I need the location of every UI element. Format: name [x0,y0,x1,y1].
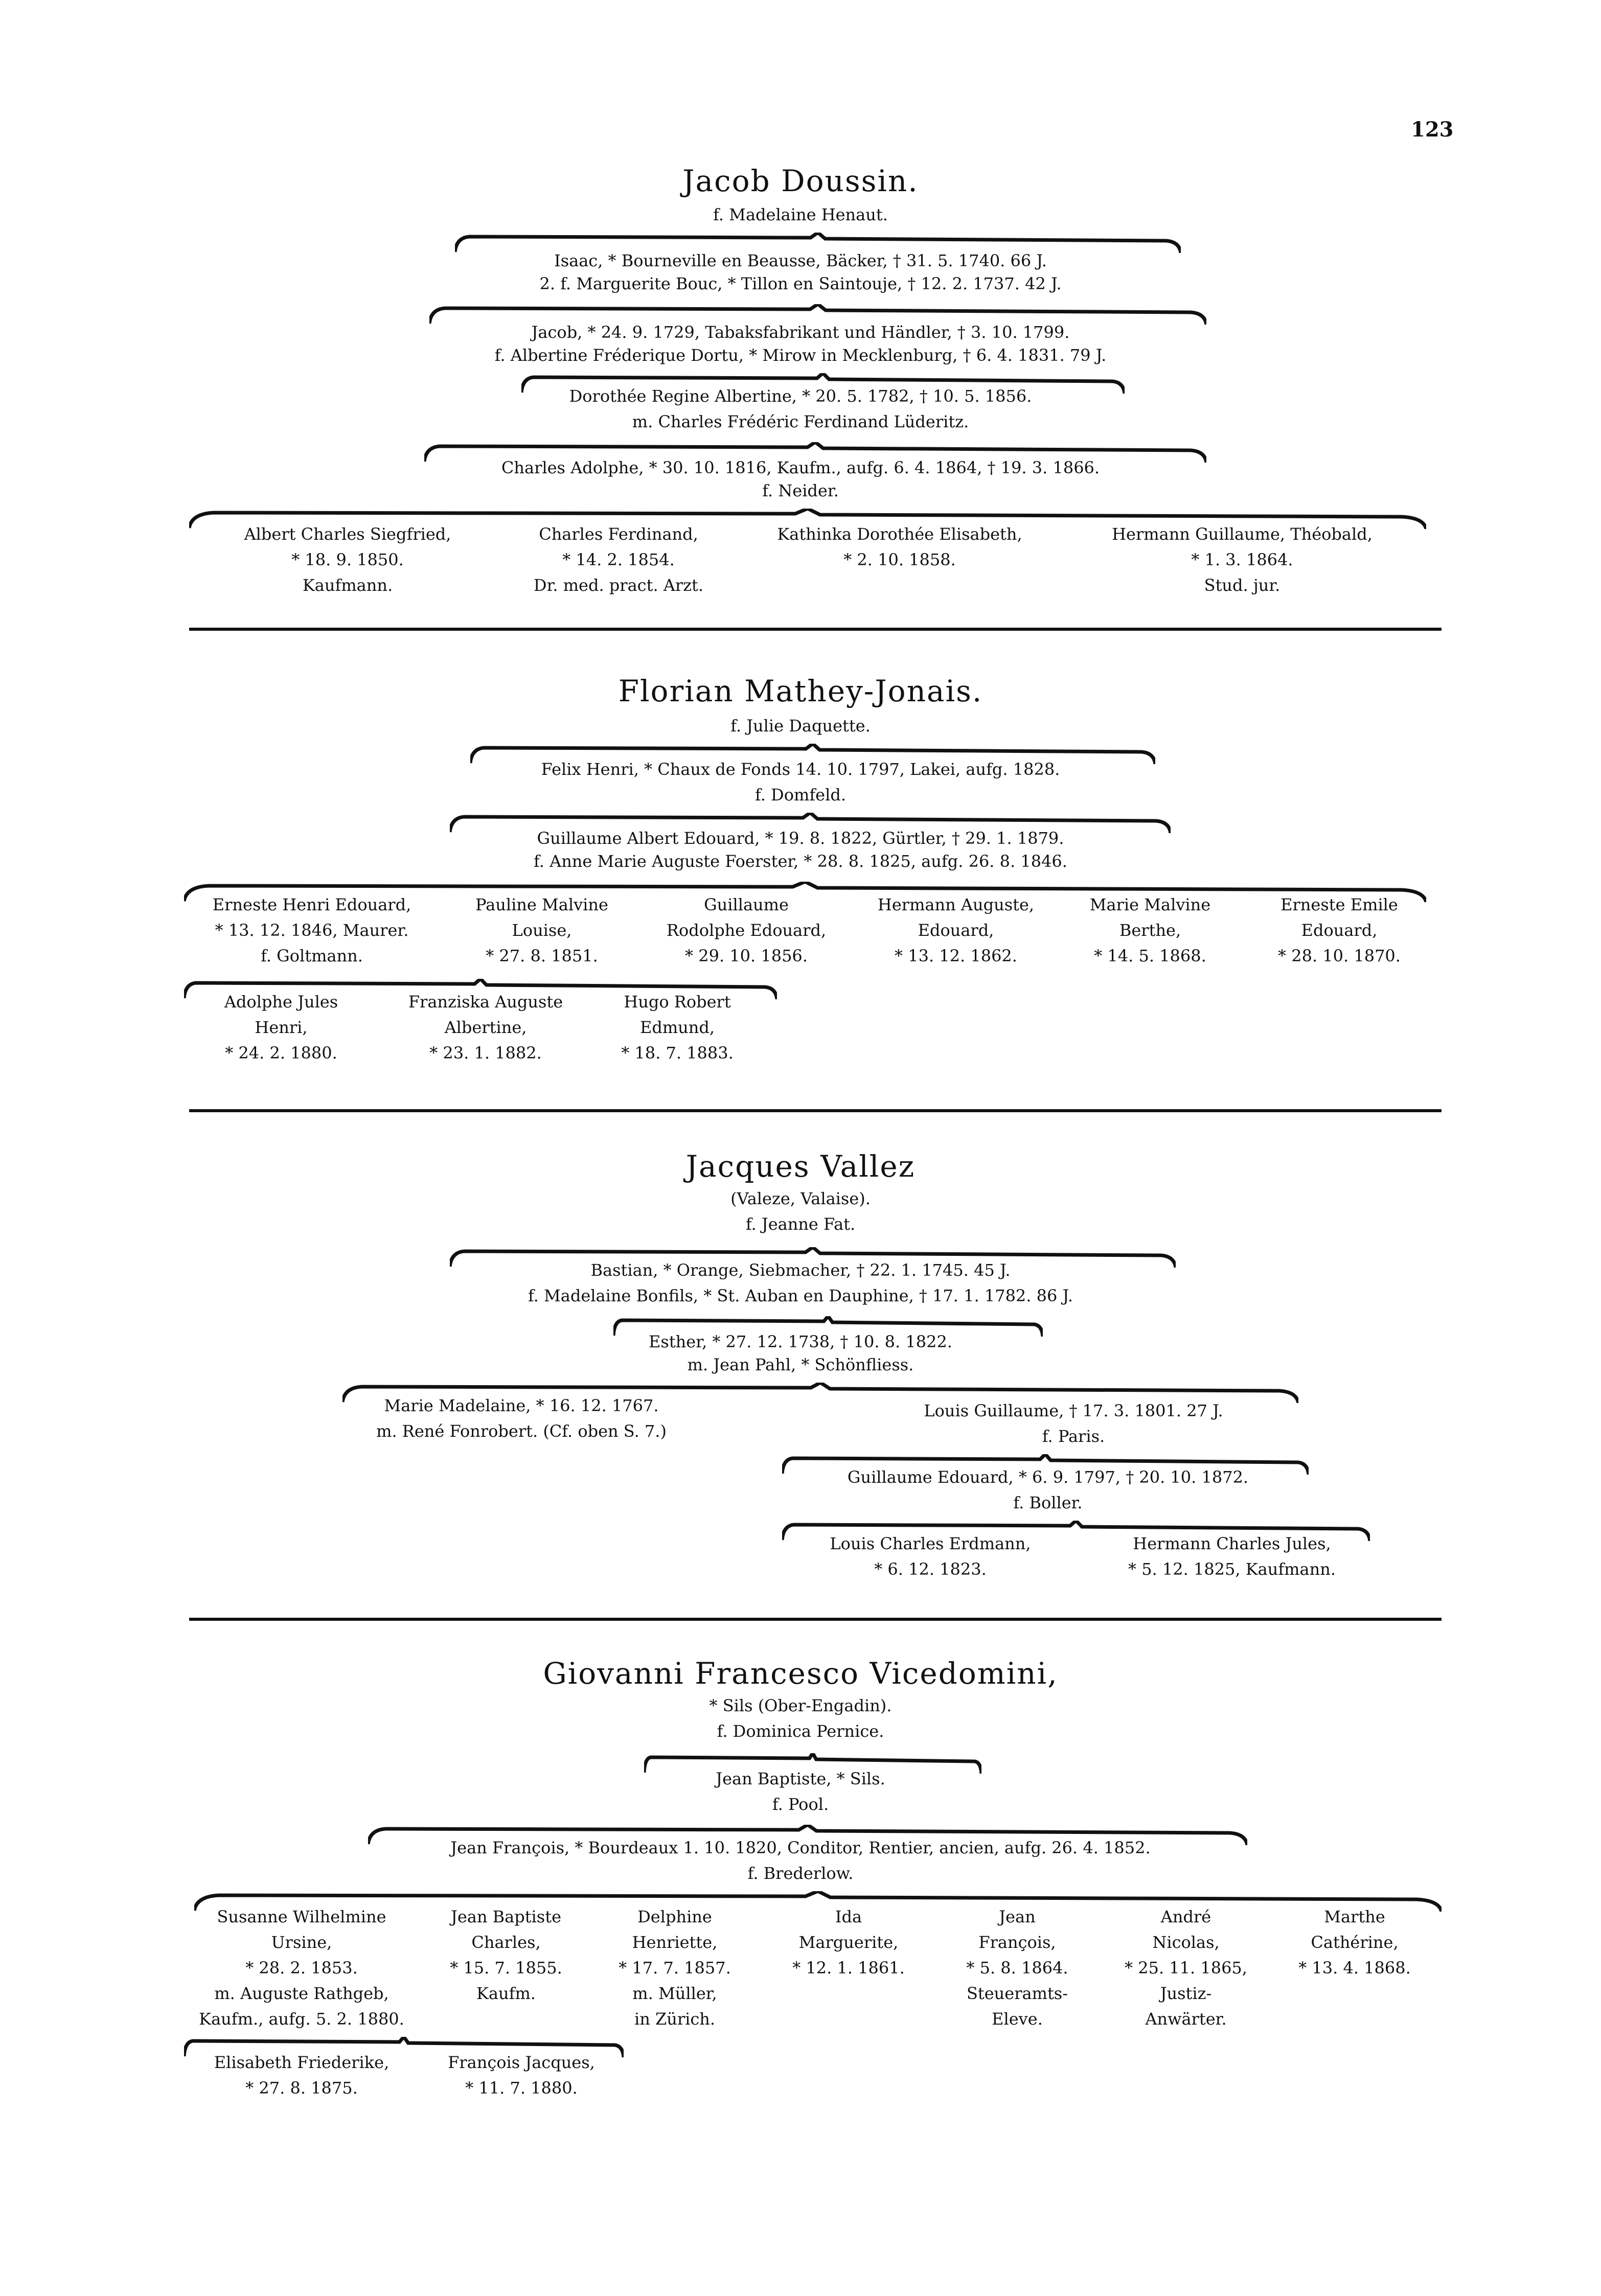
generation-line: Jean Baptiste, * Sils. [716,1769,885,1788]
generation-line: f. Neider. [762,481,839,500]
generation-line: Jean François, * Bourdeaux 1. 10. 1820, Conditor, Rentier, ancien, aufg. 26. 4. 1852. [450,1838,1151,1857]
generation-line: m. Jean Pahl, * Schönfliess. [687,1355,914,1374]
generation-line: Jacob, * 24. 9. 1729, Tabaksfabrikant und Händler, † 3. 10. 1799. [531,323,1070,342]
generation-line: f. Albertine Fréderique Dortu, * Mirow in Mecklenburg, † 6. 4. 1831. 79 J. [494,346,1107,365]
generation-line: Felix Henri, * Chaux de Fonds 14. 10. 1797, Lakei, aufg. 1828. [541,760,1060,779]
grandchild-entry: Elisabeth Friederike, * 27. 8. 1875. [214,2053,390,2098]
generation-line: Isaac, * Bourneville en Beausse, Bäcker, † 31. 5. 1740. 66 J. [554,251,1047,270]
child-entry: Jean Baptiste Charles, * 15. 7. 1855. Kaufm. [450,1907,562,2003]
grandchild-entry: François Jacques, * 11. 7. 1880. [448,2053,595,2098]
family-title: Jacques Vallez [685,1149,916,1184]
grandchild-entry: Hugo Robert Edmund, * 18. 7. 1883. [621,992,734,1063]
generation-line: f. Domfeld. [755,785,846,805]
child-entry: Louis Charles Erdmann, * 6. 12. 1823. [830,1534,1031,1579]
branch-right: Louis Guillaume, † 17. 3. 1801. 27 J. f. Paris. [924,1401,1223,1446]
generation-line: f. Pool. [772,1795,829,1814]
child-entry: Hermann Guillaume, Théobald, * 1. 3. 1864. Stud. jur. [1112,524,1373,595]
grandchild-entry: Franziska Auguste Albertine, * 23. 1. 1882. [408,992,563,1063]
family-subtitle: (Valeze, Valaise). [730,1189,871,1208]
child-entry: Marthe Cathérine, * 13. 4. 1868. [1298,1907,1411,1978]
spouse: f. Madelaine Henaut. [713,205,888,224]
branch-left: Marie Madelaine, * 16. 12. 1767. m. René Fonrobert. (Cf. oben S. 7.) [376,1396,667,1441]
grandchild-entry: Adolphe Jules Henri, * 24. 2. 1880. [224,992,338,1063]
family-title: Florian Mathey-Jonais. [618,674,983,708]
generation-line: Charles Adolphe, * 30. 10. 1816, Kaufm., aufg. 6. 4. 1864, † 19. 3. 1866. [501,458,1100,477]
child-entry: Jean François, * 5. 8. 1864. Steueramts- Eleve. [966,1907,1068,2029]
child-entry: Susanne Wilhelmine Ursine, * 28. 2. 1853. m. Auguste Rathgeb, Kaufm., aufg. 5. 2. 1880. [199,1907,404,2029]
family-title: Giovanni Francesco Vicedomini, [543,1656,1058,1691]
family-title: Jacob Doussin. [682,164,919,198]
generation-line: Dorothée Regine Albertine, * 20. 5. 1782, † 10. 5. 1856. [569,386,1032,406]
generation-line: f. Anne Marie Auguste Foerster, * 28. 8. 1825, aufg. 26. 8. 1846. [534,852,1067,871]
spouse: f. Julie Daquette. [730,716,871,736]
spouse: f. Jeanne Fat. [745,1214,856,1234]
child-entry: Kathinka Dorothée Elisabeth, * 2. 10. 1858. [777,524,1022,569]
child-entry: Marie Malvine Berthe, * 14. 5. 1868. [1089,895,1211,966]
section-divider [189,628,1442,631]
child-entry: Pauline Malvine Louise, * 27. 8. 1851. [475,895,608,966]
section-divider [189,1618,1442,1621]
child-entry: André Nicolas, * 25. 11. 1865, Justiz- Anwärter. [1125,1907,1247,2029]
child-entry: Erneste Henri Edouard, * 13. 12. 1846, Maurer. f. Goltmann. [212,895,411,966]
generation-line: Bastian, * Orange, Siebmacher, † 22. 1. 1745. 45 J. [590,1260,1011,1280]
child-entry: Erneste Emile Edouard, * 28. 10. 1870. [1278,895,1401,966]
child-entry: Albert Charles Siegfried, * 18. 9. 1850. Kaufmann. [244,524,451,595]
generation-line: Esther, * 27. 12. 1738, † 10. 8. 1822. [649,1332,952,1351]
child-entry: Charles Ferdinand, * 14. 2. 1854. Dr. med. pract. Arzt. [533,524,704,595]
generation-line: Guillaume Albert Edouard, * 19. 8. 1822, Gürtler, † 29. 1. 1879. [537,829,1064,848]
section-divider [189,1109,1442,1112]
family-subtitle: * Sils (Ober-Engadin). [709,1696,892,1715]
generation-line: f. Brederlow. [747,1864,854,1883]
generation-line: f. Madelaine Bonfils, * St. Auban en Dauphine, † 17. 1. 1782. 86 J. [528,1286,1073,1305]
page-number: 123 [1411,118,1454,142]
child-entry: Delphine Henriette, * 17. 7. 1857. m. Müller, in Zürich. [619,1907,731,2029]
generation-line: Guillaume Edouard, * 6. 9. 1797, † 20. 10. 1872. f. Boller. [847,1467,1249,1512]
child-entry: Hermann Charles Jules, * 5. 12. 1825, Kaufmann. [1128,1534,1336,1579]
child-entry: Ida Marguerite, * 12. 1. 1861. [792,1907,905,1978]
spouse: f. Dominica Pernice. [717,1721,884,1741]
child-entry: Hermann Auguste, Edouard, * 13. 12. 1862. [877,895,1035,966]
generation-line: 2. f. Marguerite Bouc, * Tillon en Saintouje, † 12. 2. 1737. 42 J. [539,274,1062,293]
generation-line: m. Charles Frédéric Ferdinand Lüderitz. [632,412,969,431]
child-entry: Guillaume Rodolphe Edouard, * 29. 10. 1856. [666,895,827,966]
